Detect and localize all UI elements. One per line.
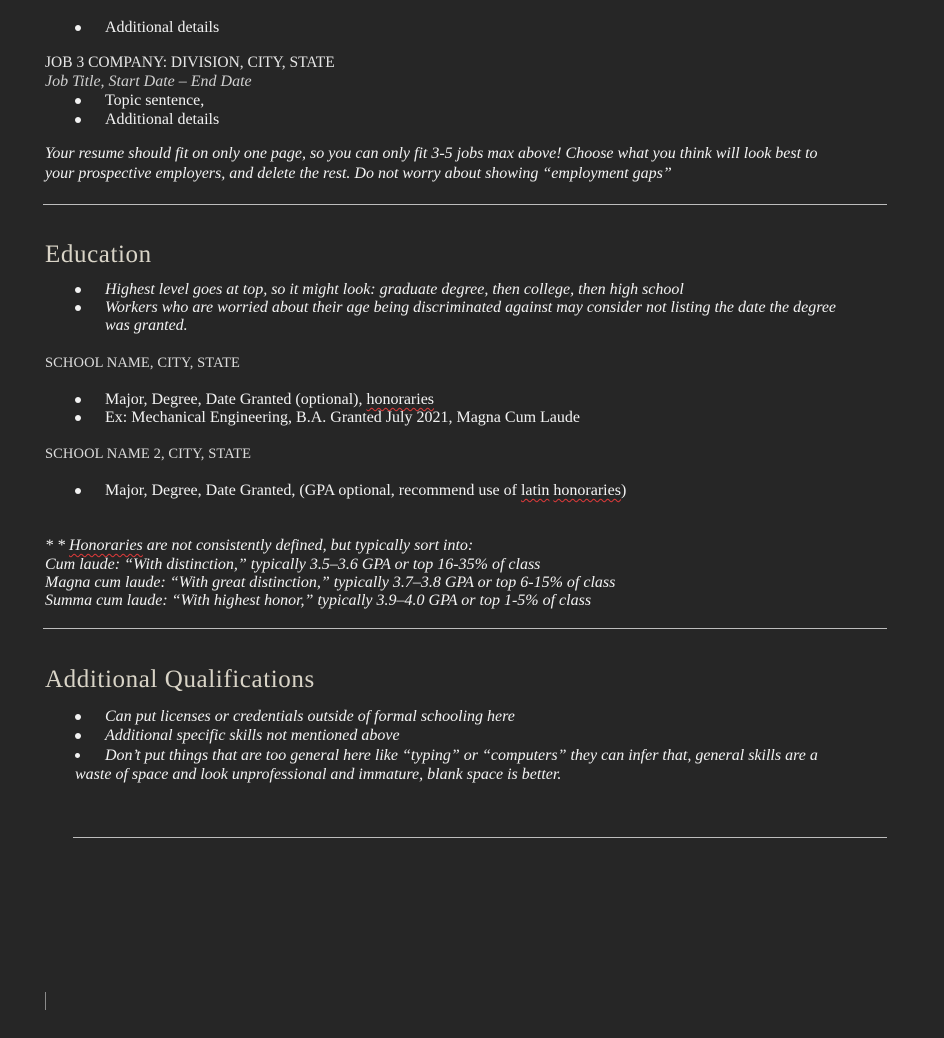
section-divider (43, 204, 887, 205)
job3-header: JOB 3 COMPANY: DIVISION, CITY, STATE (45, 54, 335, 71)
job3-bullet-topic: Topic sentence, (105, 92, 205, 109)
job2-bullet-additional: Additional details (105, 19, 220, 36)
education-heading: Education (45, 241, 152, 268)
school1-header: SCHOOL NAME, CITY, STATE (45, 355, 240, 371)
bullet-icon (75, 488, 81, 494)
qualifications-bullet-3-continued: waste of space and look unprofessional and immature, blank space is better. (75, 766, 562, 783)
qualifications-heading: Additional Qualifications (45, 666, 315, 693)
spelling-flagged-word[interactable]: honoraries (553, 482, 621, 499)
bullet-icon (75, 305, 81, 311)
spelling-flagged-word[interactable]: honoraries (366, 391, 435, 408)
section-divider (43, 628, 887, 629)
bullet-icon (75, 714, 81, 720)
spelling-flagged-word[interactable]: Honoraries (69, 537, 143, 554)
bullet-icon (75, 25, 81, 31)
education-tip-1: Highest level goes at top, so it might look: graduate degree, then college, then high school (105, 281, 684, 298)
qualifications-bullet-3: Don’t put things that are too general here like “typing” or “computers” they can infer that, general skills are a (105, 747, 818, 764)
school1-bullet-2: Ex: Mechanical Engineering, B.A. Granted July 2021, Magna Cum Laude (105, 409, 580, 426)
bullet-icon (75, 415, 81, 421)
education-tip-2: Workers who are worried about their age being discriminated against may consider not listing the date the degree (105, 299, 837, 316)
job3-bullet-additional: Additional details (105, 111, 220, 128)
honors-magna-cum-laude: Magna cum laude: “With great distinction,” typically 3.7–3.8 GPA or top 6-15% of class (45, 574, 616, 591)
honors-note-intro (45, 537, 473, 555)
bullet-icon (75, 98, 81, 104)
school2-header: SCHOOL NAME 2, CITY, STATE (45, 446, 252, 462)
honors-summa-cum-laude: Summa cum laude: “With highest honor,” typically 3.9–4.0 GPA or top 1-5% of class (45, 592, 592, 609)
bullet-icon (75, 287, 81, 293)
qualifications-bullet-1: Can put licenses or credentials outside of formal schooling here (105, 708, 515, 725)
jobs-note-line-2: your prospective employers, and delete the rest. Do not worry about showing “employment gaps” (45, 165, 672, 182)
bullet-icon (75, 753, 80, 758)
honors-note-rest: are not consistently defined, but typically sort into: (142, 537, 474, 554)
school1-bullet-1-text: Major, Degree, Date Granted (optional), (105, 391, 367, 408)
education-tip-2-continued: was granted. (105, 317, 188, 334)
bullet-icon (75, 397, 81, 403)
school1-bullet-1 (105, 391, 434, 409)
honors-cum-laude: Cum laude: “With distinction,” typically 3.5–3.6 GPA or top 16-35% of class (45, 556, 541, 573)
text-cursor (45, 992, 46, 1010)
bullet-icon (75, 733, 81, 739)
school2-bullet-suffix: ) (620, 482, 627, 499)
spelling-flagged-word[interactable]: latin (520, 482, 550, 499)
school2-bullet-text: Major, Degree, Date Granted, (GPA optional, recommend use of (105, 482, 521, 499)
bullet-icon (75, 117, 81, 123)
jobs-note-line-1: Your resume should fit on only one page, so you can only fit 3-5 jobs max above! Choose what you think will look best to (45, 145, 818, 162)
footer-divider (73, 837, 887, 838)
school2-bullet-1 (105, 482, 626, 500)
honors-note-prefix: * * (45, 537, 69, 554)
job3-title-line: Job Title, Start Date – End Date (45, 73, 252, 90)
qualifications-bullet-2: Additional specific skills not mentioned above (105, 727, 400, 744)
